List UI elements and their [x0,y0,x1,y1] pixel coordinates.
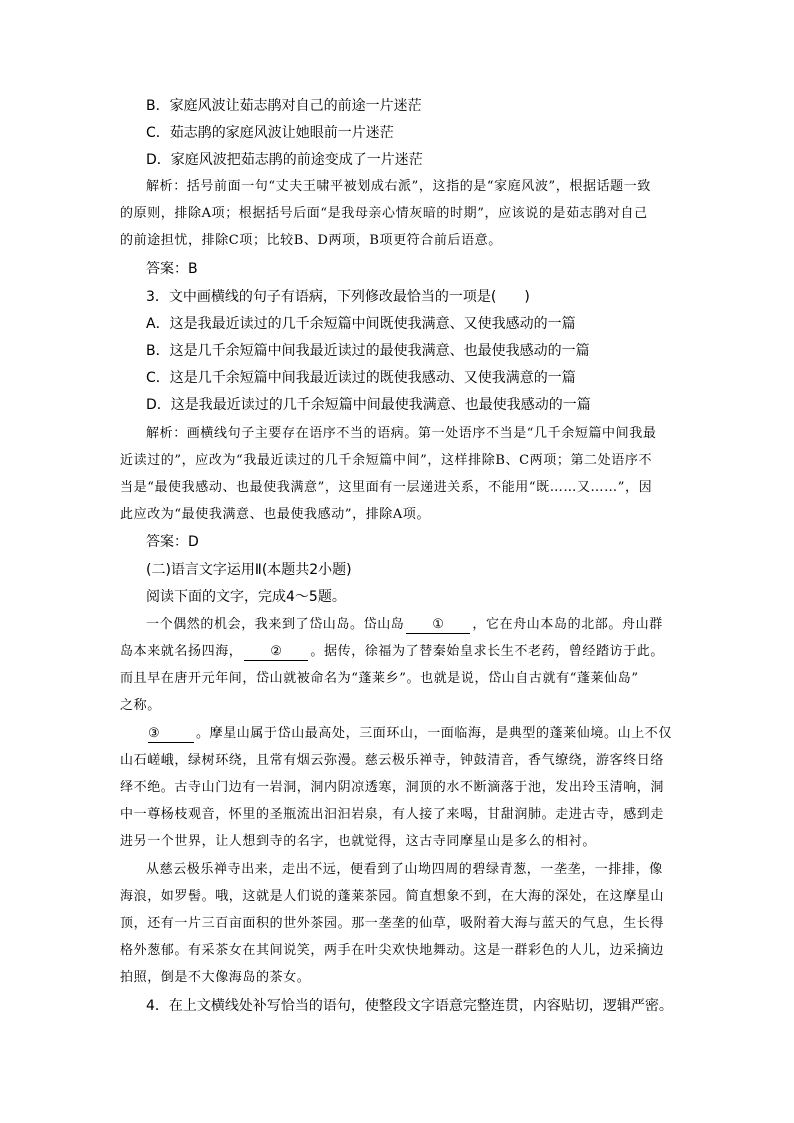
passage-line: 格外葱郁。有采茶女在其间说笑，两手在叶尖欢快地舞动。这是一群彩色的人儿，边采摘边 [120,943,665,958]
q3-stem: 3．文中画横线的句子有语病，下列修改最恰当的一项是( ) [146,289,530,305]
passage-line: 进另一个世界，让人想到寺的名字，也就觉得，这古寺同摩星山是多么的相衬。 [120,834,597,849]
section-intro: 阅读下面的文字，完成4～5题。 [146,589,346,605]
passage-line: 顶，还有一片三百亩面积的世外茶园。那一垄垄的仙草，吸附着大海与蓝天的气息，生长得 [120,916,665,931]
passage-line [120,642,664,662]
q2-option-c: C．茹志鹃的家庭风波让她眼前一片迷茫 [146,125,394,141]
passage-line: 海浪，如罗髻。哦，这就是人们说的蓬莱茶园。简直想象不到，在大海的深处，在这摩星山 [120,889,665,904]
blank-2: ② [244,644,308,661]
passage-text: ，它在舟山本岛的北部。舟山群 [472,617,663,632]
passage-line: 从慈云极乐禅寺出来，走出不远，便看到了山坳四周的碧绿青葱，一垄垄，一排排，像 [146,862,663,877]
q3-answer: 答案：D [146,534,199,550]
passage-line [146,724,672,744]
q2-explanation-line: 的前途担忧，排除C项；比较B、D两项，B项更符合前后语意。 [120,233,502,248]
q3-option-d: D．这是我最近读过的几千余短篇中间最使我满意、也最使我感动的一篇 [146,397,591,413]
passage-line: 而且早在唐开元年间，岱山就被命名为“蓬莱乡”。也就是说，岱山自古就有“蓬莱仙岛” [120,671,639,686]
q2-option-d: D．家庭风波把茹志鹃的前途变成了一片迷茫 [146,152,423,168]
q4-stem: 4．在上文横线处补写恰当的语句，使整段文字语意完整连贯，内容贴切，逻辑严密。 [146,998,673,1014]
q2-answer: 答案：B [146,261,198,277]
q3-option-a: A．这是我最近读过的几千余短篇中间既使我满意、又使我感动的一篇 [146,316,576,332]
passage-line: 中一尊杨枝观音，怀里的圣瓶流出汩汩岩泉，有人接了来喝，甘甜润肺。走进古寺，感到走 [120,807,665,822]
passage-line [146,615,663,635]
section-heading: (二)语言文字运用Ⅱ(本题共2小题) [146,562,352,578]
q2-explanation-line: 的原则，排除A项；根据括号后面“是我母亲心情灰暗的时期”，应该说的是茹志鹃对自己 [120,206,648,221]
passage-line: 之称。 [120,698,161,713]
passage-line: 拍照，倒是不大像海岛的茶女。 [120,970,311,985]
passage-text: 。据传，徐福为了替秦始皇求长生不老药，曾经踏访于此。 [310,644,665,659]
q3-option-c: C．这是几千余短篇中间我最近读过的既使我感动、又使我满意的一篇 [146,370,576,386]
blank-1: ① [406,617,470,634]
passage-text: 。摩星山属于岱山最高处，三面环山，一面临海，是典型的蓬莱仙境。山上不仅 [196,726,673,741]
q3-option-b: B．这是几千余短篇中间我最近读过的最使我满意、也最使我感动的一篇 [146,343,590,359]
q3-explanation-line: 此应改为“最使我满意、也最使我感动”，排除A项。 [120,507,431,522]
passage-line: 绎不绝。古寺山门边有一岩洞，洞内阴凉透寒，洞顶的水不断滴落于池，发出玲玉清响，洞 [120,780,665,795]
q3-explanation-line: 当是“最使我感动、也最使我满意”，这里面有一层递进关系，不能用“既……又……”，因 [120,480,653,495]
q2-explanation-line: 解析：括号前面一句“丈夫王啸平被划成右派”，这指的是“家庭风波”，根据话题一致 [146,179,651,194]
blank-3: ③ [148,726,194,743]
passage-text: 一个偶然的机会，我来到了岱山岛。岱山岛 [146,617,405,632]
q3-explanation-line: 近读过的”，应改为“我最近读过的几千余短篇中间”，这样排除B、C两项；第二处语序不 [120,453,653,468]
q3-explanation-line: 解析：画横线句子主要存在语序不当的语病。第一处语序不当是“几千余短篇中间我最 [146,426,657,441]
q2-option-b: B．家庭风波让茹志鹃对自己的前途一片迷茫 [146,98,422,114]
passage-text: 岛本来就名扬四海， [120,644,243,659]
passage-line: 山石嵯峨，绿树环绕，且常有烟云弥漫。慈云极乐禅寺，钟鼓清音，香气缭绕，游客终日络 [120,753,665,768]
